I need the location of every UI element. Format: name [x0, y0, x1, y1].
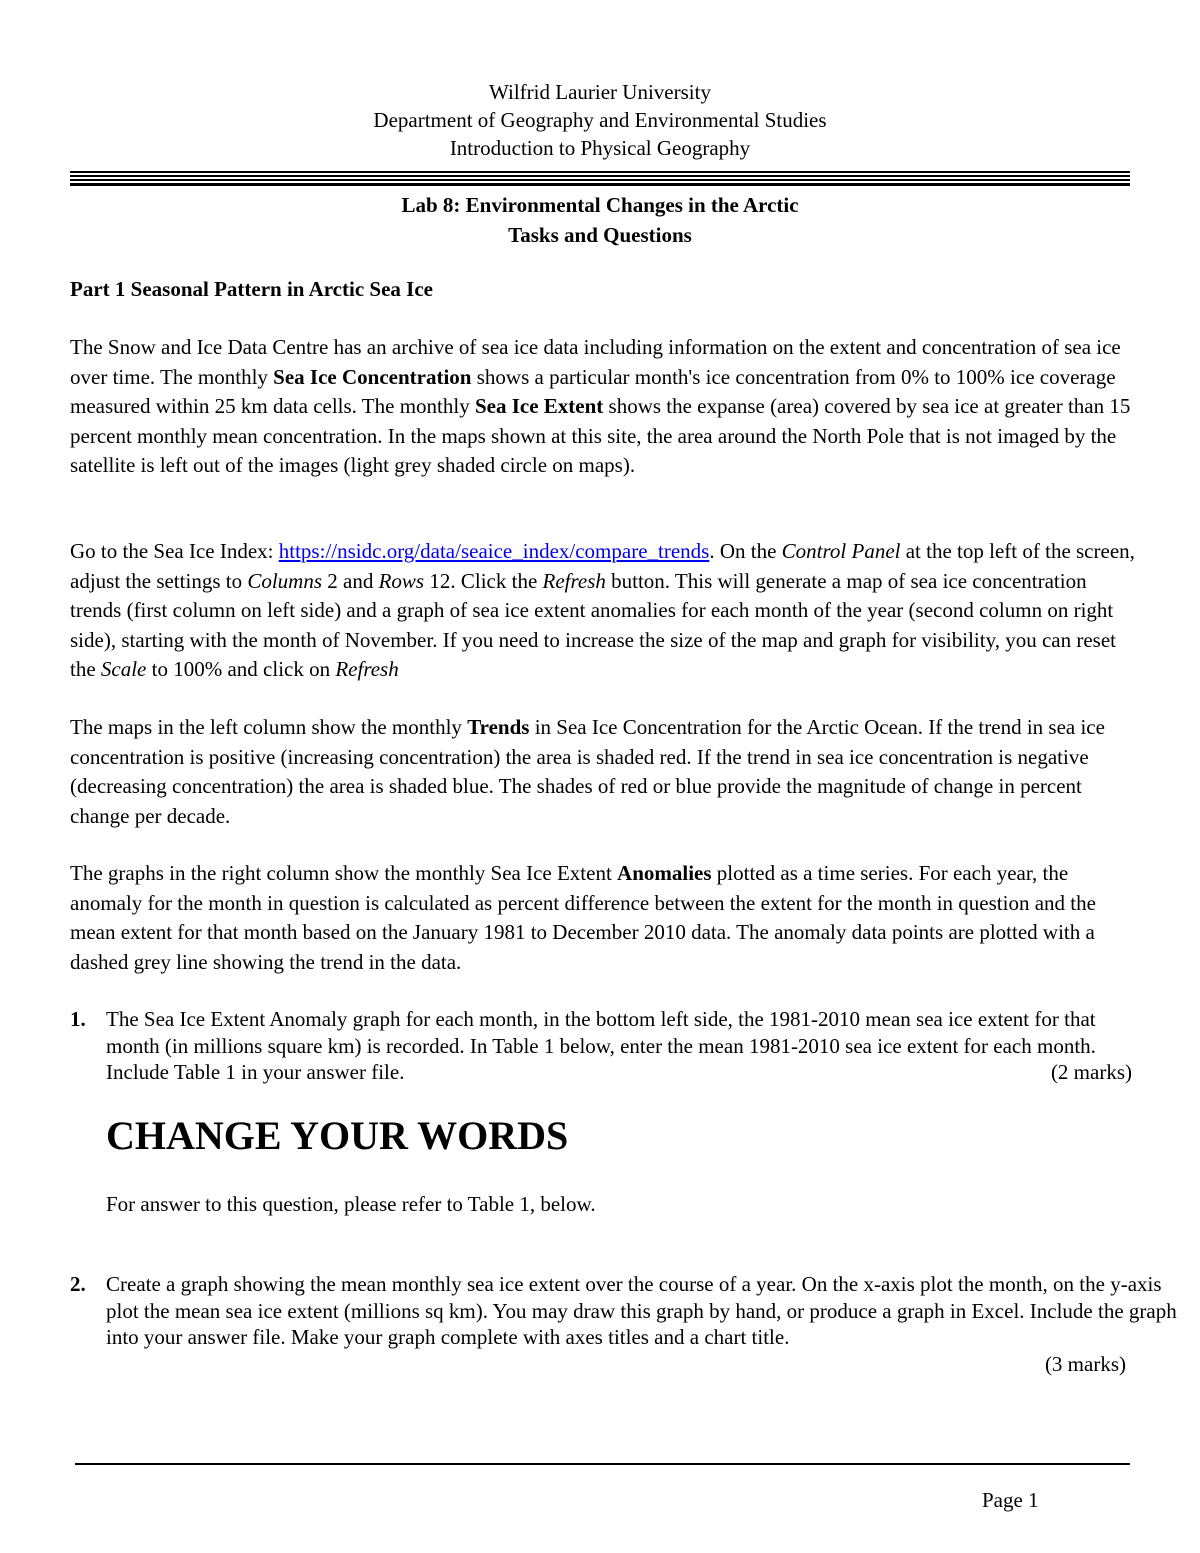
answer-note: For answer to this question, please refer to Table 1, below.: [106, 1192, 596, 1216]
header-divider: [70, 171, 1130, 188]
question-number: 2.: [70, 1272, 86, 1296]
question-text: Create a graph showing the mean monthly sea ice extent over the course of a year. On the x-axis plot the month, on the y-axis plot the mean sea ice extent (millions sq km). You may draw this graph by hand, or produce a graph in Excel. Include the graph into your answer file. Make your graph complete with axes titles and a chart title.: [106, 1272, 1177, 1349]
lab-subtitle: Tasks and Questions: [508, 223, 692, 247]
question-2: [70, 1271, 1180, 1377]
page-number: Page 1: [982, 1488, 1039, 1512]
footer-divider: [75, 1463, 1130, 1465]
paragraph-sea-ice-index: Go to the Sea Ice Index: https://nsidc.org/data/seaice_index/compare_trends. On the Control Panel at the top left of the screen, adjust the settings to Columns 2 and Rows 12. Click the Refresh button. This will generate a map of sea ice concentration trends (first column on left side) and a graph of sea ice extent anomalies for each month of the year (second column on right side), starting with the month of November. If you need to increase the size of the map and graph for visibility, you can reset the Scale to 100% and click on Refresh: [70, 539, 1135, 681]
question-marks: (2 marks): [1050, 1060, 1132, 1084]
lab-title: Lab 8: Environmental Changes in the Arctic: [401, 193, 799, 217]
question-marks: (3 marks): [1044, 1351, 1126, 1376]
part1-heading: Part 1 Seasonal Pattern in Arctic Sea Ice: [70, 277, 433, 301]
department-name: Department of Geography and Environmental Studies: [373, 108, 827, 132]
course-name: Introduction to Physical Geography: [449, 136, 751, 160]
paragraph-anomalies: The graphs in the right column show the monthly Sea Ice Extent Anomalies plotted as a time series. For each year, the anomaly for the month in question is calculated as percent difference between the extent for the month in question and the mean extent for that month based on the January 1981 to December 2010 data. The anomaly data points are plotted with a dashed grey line showing the trend in the data.: [70, 861, 1096, 974]
question-text: The Sea Ice Extent Anomaly graph for each month, in the bottom left side, the 1981-2010 mean sea ice extent for that month (in millions square km) is recorded. In Table 1 below, enter the mean 1981-2010 sea ice extent for each month. Include Table 1 in your answer file.: [106, 1007, 1096, 1084]
paragraph-trends: The maps in the left column show the monthly Trends in Sea Ice Concentration for the Arctic Ocean. If the trend in sea ice concentration is positive (increasing concentration) the area is shaded red. If the trend in sea ice concentration is negative (decreasing concentration) the area is shaded blue. The shades of red or blue provide the magnitude of change in percent change per decade.: [70, 715, 1105, 828]
paragraph-sea-ice-data: The Snow and Ice Data Centre has an archive of sea ice data including information on the extent and concentration of sea ice over time. The monthly Sea Ice Concentration shows a particular month's ice concentration from 0% to 100% ice coverage measured within 25 km data cells. The monthly Sea Ice Extent shows the expanse (area) covered by sea ice at greater than 15 percent monthly mean concentration. In the maps shown at this site, the area around the North Pole that is not imaged by the satellite is left out of the images (light grey shaded circle on maps).: [70, 335, 1131, 477]
question-number: 1.: [70, 1007, 86, 1031]
overlay-heading: CHANGE YOUR WORDS: [106, 1113, 569, 1158]
question-1: [70, 1006, 1180, 1086]
university-name: Wilfrid Laurier University: [489, 80, 711, 104]
sea-ice-index-link[interactable]: https://nsidc.org/data/seaice_index/compare_trends: [278, 539, 710, 563]
